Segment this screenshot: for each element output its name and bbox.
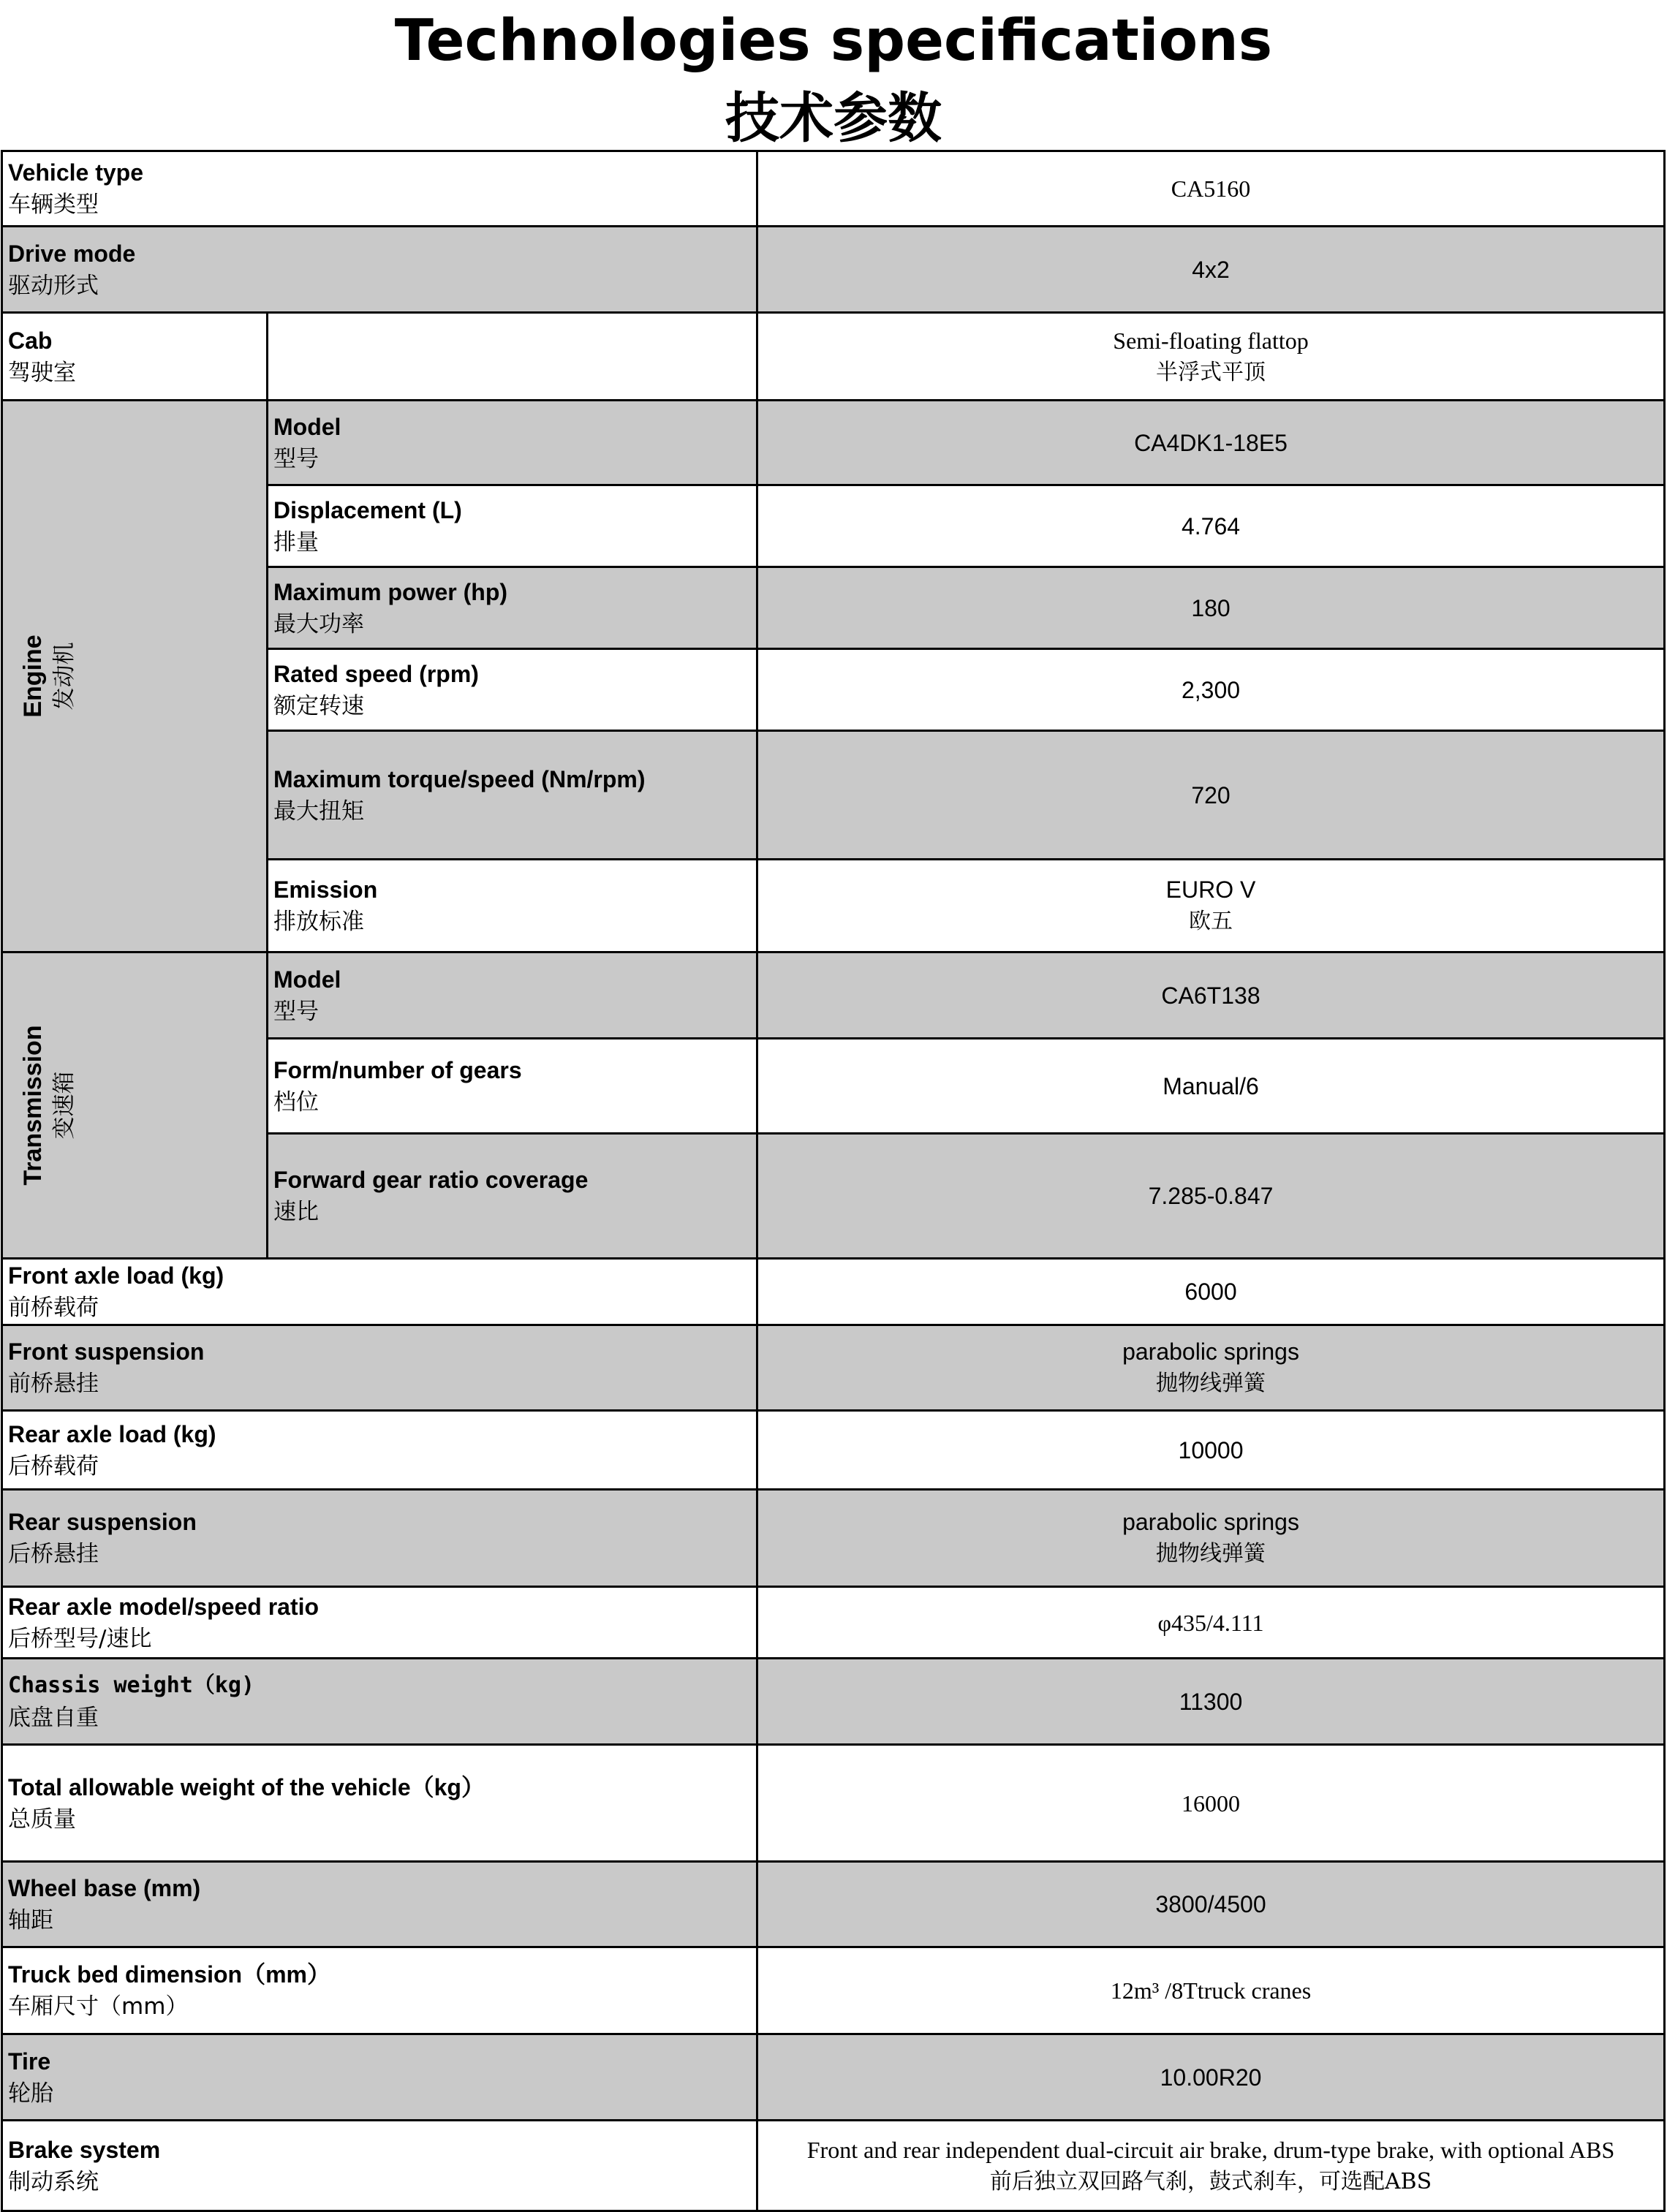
max-torque-label <box>268 731 757 860</box>
table-row <box>2 151 1665 227</box>
table-row <box>2 2121 1665 2211</box>
label-en: Emission <box>273 876 378 903</box>
displacement-value <box>757 485 1665 567</box>
label-en: Brake system <box>8 2136 161 2163</box>
tire-label <box>2 2034 757 2121</box>
table-row <box>2 1490 1665 1587</box>
rear-suspension-label <box>2 1490 757 1587</box>
page-title: Technologies specifications <box>394 8 1273 74</box>
transmission-model-label <box>268 952 757 1039</box>
displacement-label <box>268 485 757 567</box>
table-row <box>2 1745 1665 1862</box>
label-cn: 最大扭矩 <box>273 798 364 825</box>
value-text-cn: 欧五 <box>1189 909 1233 934</box>
table-row <box>2 1411 1665 1490</box>
value-text-cn: 前后独立双回路气刹，鼓式刹车，可选配ABS <box>989 2168 1432 2194</box>
table-row <box>2 1862 1665 1947</box>
group-label-cn: 发动机 <box>51 642 78 711</box>
value-text: CA4DK1-18E5 <box>1134 429 1288 456</box>
engine-group-label <box>2 401 268 952</box>
front-axle-load-value <box>757 1259 1665 1325</box>
front-axle-load-label <box>2 1259 757 1325</box>
label-en: Displacement (L) <box>273 496 462 523</box>
cab-empty-cell <box>268 313 757 401</box>
label-cn: 车辆类型 <box>8 192 99 218</box>
value-text: CA6T138 <box>1161 982 1260 1009</box>
label-cn: 前桥载荷 <box>8 1295 99 1321</box>
label-en: Truck bed dimension（mm） <box>8 1961 330 1988</box>
label-en: Rear axle model/speed ratio <box>8 1593 320 1620</box>
label-cn: 最大功率 <box>273 610 364 637</box>
label-en: Rear axle load (kg) <box>8 1420 216 1447</box>
label-cn: 驾驶室 <box>8 359 76 386</box>
value-text: Manual/6 <box>1163 1072 1259 1099</box>
value-text: 12m³ /8Ttruck cranes <box>1110 1977 1312 2004</box>
value-text: φ435/4.111 <box>1157 1609 1264 1636</box>
label-cn: 驱动形式 <box>8 272 99 299</box>
label-en: Wheel base (mm) <box>8 1875 201 1901</box>
value-text: parabolic springs <box>1122 1338 1299 1365</box>
label-en: Forward gear ratio coverage <box>273 1167 589 1193</box>
max-power-value <box>757 567 1665 649</box>
rear-axle-load-value <box>757 1411 1665 1490</box>
value-text: Front and rear independent dual-circuit air brake, drum-type brake, with optional ABS <box>806 2136 1615 2163</box>
label-cn: 档位 <box>273 1088 319 1116</box>
gears-label <box>268 1039 757 1134</box>
cab-value <box>757 313 1665 401</box>
table-row <box>2 2034 1665 2121</box>
label-en: Chassis weight（kg) <box>8 1672 255 1698</box>
label-cn: 底盘自重 <box>8 1704 99 1731</box>
drive-mode-label <box>2 227 757 313</box>
value-text: 6000 <box>1184 1279 1237 1305</box>
max-torque-value <box>757 731 1665 860</box>
value-text: 11300 <box>1179 1688 1243 1715</box>
label-en: Maximum power (hp) <box>273 578 508 605</box>
brake-system-value <box>757 2121 1665 2211</box>
front-suspension-label <box>2 1325 757 1411</box>
label-cn: 轮胎 <box>8 2080 53 2107</box>
label-en: Vehicle type <box>8 159 143 186</box>
value-text: 10000 <box>1178 1436 1244 1463</box>
truck-bed-label <box>2 1947 757 2034</box>
drive-mode-value <box>757 227 1665 313</box>
gear-ratio-label <box>268 1134 757 1259</box>
value-text: 4.764 <box>1181 512 1241 539</box>
label-cn: 后桥型号/速比 <box>8 1625 152 1652</box>
label-cn: 后桥悬挂 <box>8 1541 99 1567</box>
transmission-model-value <box>757 952 1665 1039</box>
value-text: 10.00R20 <box>1160 2064 1262 2091</box>
value-text: EURO V <box>1165 876 1256 903</box>
label-en: Tire <box>8 2048 51 2075</box>
vehicle-type-label <box>2 151 757 227</box>
label-cn: 轴距 <box>8 1907 53 1933</box>
label-en: Model <box>273 966 341 993</box>
value-text: Semi-floating flattop <box>1113 327 1309 354</box>
value-text-cn: 抛物线弹簧 <box>1156 1541 1266 1567</box>
label-cn: 排量 <box>273 529 319 556</box>
value-text: 7.285-0.847 <box>1148 1183 1274 1209</box>
label-en: Cab <box>8 327 53 354</box>
tire-value <box>757 2034 1665 2121</box>
gear-ratio-value <box>757 1134 1665 1259</box>
label-en: Model <box>273 413 341 440</box>
label-cn: 前桥悬挂 <box>8 1371 99 1397</box>
label-cn: 型号 <box>273 998 319 1025</box>
total-weight-label <box>2 1745 757 1862</box>
table-row <box>2 952 1665 1039</box>
rear-axle-model-label <box>2 1587 757 1659</box>
value-text: parabolic springs <box>1122 1509 1299 1535</box>
value-text: 2,300 <box>1181 676 1241 703</box>
wheel-base-label <box>2 1862 757 1947</box>
label-en: Front axle load (kg) <box>8 1262 224 1289</box>
label-cn: 车厢尺寸（mm） <box>8 1993 189 2020</box>
value-text: CA5160 <box>1171 175 1251 202</box>
label-cn: 排放标准 <box>273 909 364 935</box>
group-label-en: Engine <box>19 635 47 718</box>
value-text: 720 <box>1191 781 1231 808</box>
label-cn: 额定转速 <box>273 692 364 719</box>
engine-model-value <box>757 401 1665 485</box>
rear-axle-load-label <box>2 1411 757 1490</box>
spec-table <box>1 150 1666 2212</box>
value-text: 180 <box>1191 594 1231 621</box>
max-power-label <box>268 567 757 649</box>
chassis-weight-value <box>757 1659 1665 1745</box>
value-text-cn: 抛物线弹簧 <box>1156 1371 1266 1396</box>
rated-speed-value <box>757 649 1665 731</box>
page-title-chinese: 技术参数 <box>725 87 942 150</box>
label-en: Drive mode <box>8 240 136 267</box>
label-en: Total allowable weight of the vehicle（kg） <box>8 1773 485 1800</box>
vehicle-type-value <box>757 151 1665 227</box>
transmission-group-label <box>2 952 268 1259</box>
total-weight-value <box>757 1745 1665 1862</box>
label-en: Front suspension <box>8 1338 205 1365</box>
label-cn: 制动系统 <box>8 2168 99 2195</box>
label-cn: 后桥载荷 <box>8 1452 99 1480</box>
emission-label <box>268 860 757 952</box>
label-en: Rear suspension <box>8 1509 197 1535</box>
table-row <box>2 1947 1665 2034</box>
value-text: 4x2 <box>1192 256 1230 283</box>
wheel-base-value <box>757 1862 1665 1947</box>
brake-system-label <box>2 2121 757 2211</box>
engine-model-label <box>268 401 757 485</box>
label-cn: 速比 <box>273 1199 319 1225</box>
label-cn: 总质量 <box>8 1806 76 1833</box>
rear-axle-model-value <box>757 1587 1665 1659</box>
gears-value <box>757 1039 1665 1134</box>
chassis-weight-label <box>2 1659 757 1745</box>
label-en: Form/number of gears <box>273 1056 522 1083</box>
value-text-cn: 半浮式平顶 <box>1156 359 1266 385</box>
table-row <box>2 1659 1665 1745</box>
table-row <box>2 1325 1665 1411</box>
value-text: 3800/4500 <box>1155 1891 1266 1917</box>
value-text: 16000 <box>1182 1789 1241 1817</box>
label-en: Rated speed (rpm) <box>273 660 479 687</box>
label-en: Maximum torque/speed (Nm/rpm) <box>273 765 646 792</box>
table-row <box>2 1259 1665 1325</box>
rear-suspension-value <box>757 1490 1665 1587</box>
table-row <box>2 313 1665 401</box>
table-row <box>2 1587 1665 1659</box>
table-row <box>2 227 1665 313</box>
front-suspension-value <box>757 1325 1665 1411</box>
truck-bed-value <box>757 1947 1665 2034</box>
table-row <box>2 401 1665 485</box>
label-cn: 型号 <box>273 445 319 472</box>
emission-value <box>757 860 1665 952</box>
group-label-en: Transmission <box>19 1025 47 1186</box>
cab-label <box>2 313 268 401</box>
rated-speed-label <box>268 649 757 731</box>
group-label-cn: 变速箱 <box>51 1071 78 1140</box>
